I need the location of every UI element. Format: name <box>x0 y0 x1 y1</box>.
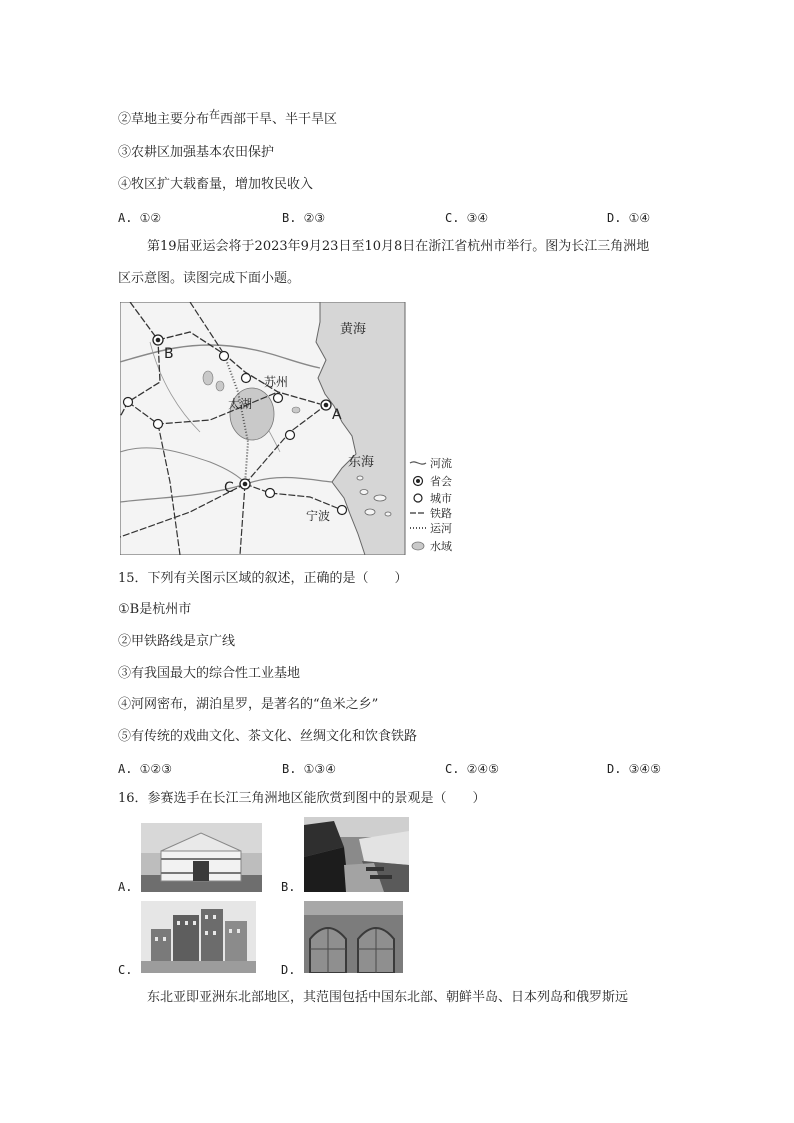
q14-option-b[interactable]: B. ②③ <box>282 211 326 225</box>
q15-statement-3: ③有我国最大的综合性工业基地 <box>118 666 301 681</box>
map-label-a: A <box>332 407 342 423</box>
q16-label-c: C. <box>118 963 133 977</box>
q15-option-d[interactable]: D. ③④⑤ <box>607 762 661 776</box>
q14-option-d[interactable]: D. ①④ <box>607 211 651 225</box>
legend-river: 河流 <box>430 457 452 470</box>
legend-water: 水域 <box>430 540 452 553</box>
city-suzhou <box>274 394 283 403</box>
item-2-text: ②草地主要分布 <box>118 112 210 127</box>
q15-option-b[interactable]: B. ①③④ <box>282 762 336 776</box>
q15-statement-2: ②甲铁路线是京广线 <box>118 634 236 649</box>
item-4: ④牧区扩大载畜量，增加牧民收入 <box>118 177 314 192</box>
photo-a-yurt[interactable] <box>141 823 262 892</box>
map-label-east-sea: 东海 <box>348 455 375 470</box>
map-label-b: B <box>164 346 174 362</box>
legend-canal: 运河 <box>430 522 452 535</box>
legend-railway: 铁路 <box>430 507 452 520</box>
photo-c-adobe-towers[interactable] <box>141 901 256 973</box>
q16-stem: 16．参赛选手在长江三角洲地区能欣赏到图中的景观是（ ） <box>118 791 486 806</box>
q15-option-c[interactable]: C. ②④⑤ <box>445 762 499 776</box>
legend-capital: 省会 <box>430 475 452 488</box>
city-ningbo <box>338 506 347 515</box>
map-legend <box>410 456 452 553</box>
q16-label-b: B. <box>281 880 296 894</box>
map-label-suzhou: 苏州 <box>264 375 289 389</box>
legend-city: 城市 <box>430 492 452 505</box>
photo-b-water-town[interactable] <box>304 817 409 892</box>
item-3: ③农耕区加强基本农田保护 <box>118 145 275 160</box>
q15-statement-4: ④河网密布，湖泊星罗，是著名的“鱼米之乡” <box>118 697 379 712</box>
map-label-c: C <box>224 480 234 496</box>
q15-stem: 15．下列有关图示区域的叙述，正确的是（ ） <box>118 571 408 586</box>
q15-statement-1: ①B是杭州市 <box>118 602 192 617</box>
item-2-rest: 西部干旱、半干旱区 <box>220 112 338 127</box>
q15-option-a[interactable]: A. ①②③ <box>118 762 172 776</box>
q15-statement-5: ⑤有传统的戏曲文化、茶文化、丝绸文化和饮食铁路 <box>118 729 418 744</box>
map-label-ningbo: 宁波 <box>306 509 331 523</box>
q14-option-a[interactable]: A. ①② <box>118 211 162 225</box>
map-label-yellow-sea: 黄海 <box>340 322 367 337</box>
taihu-lake <box>230 388 274 440</box>
intro-line-2: 区示意图。读图完成下面小题。 <box>118 271 301 286</box>
map-label-taihu: 太湖 <box>228 397 253 411</box>
intro-line-1: 第19届亚运会将于2023年9月23日至10月8日在浙江省杭州市举行。图为长江三角洲地 <box>147 239 650 254</box>
item-2-sup: 在 <box>209 108 221 121</box>
next-passage-line-1: 东北亚即亚洲东北部地区，其范围包括中国东北部、朝鲜半岛、日本列岛和俄罗斯远 <box>147 990 629 1005</box>
q14-option-c[interactable]: C. ③④ <box>445 211 489 225</box>
photo-d-cave-dwelling[interactable] <box>304 901 403 973</box>
q16-label-a: A. <box>118 880 133 894</box>
yangtze-delta-map <box>120 302 465 555</box>
q16-label-d: D. <box>281 963 296 977</box>
item-2 <box>118 108 338 129</box>
